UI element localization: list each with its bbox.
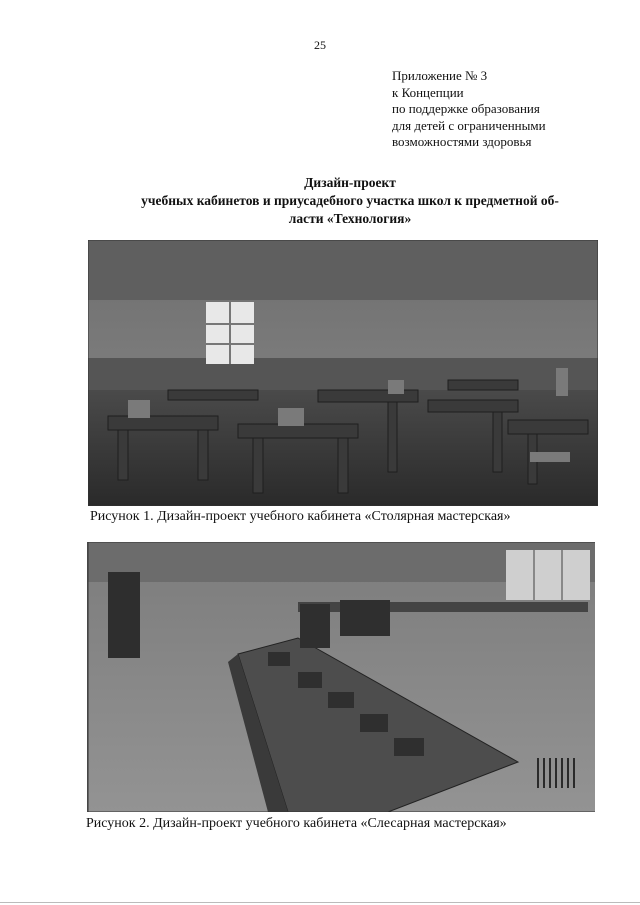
document-title	[60, 174, 640, 228]
figure-1-caption: Рисунок 1. Дизайн-проект учебного кабинета «Столярная мастерская»	[90, 509, 511, 524]
page-number: 25	[314, 38, 326, 52]
carpentry-workshop-photo	[88, 240, 598, 506]
carpentry-workshop-image	[88, 240, 598, 506]
page-bottom-edge	[0, 902, 640, 903]
metalwork-workshop-photo	[87, 542, 595, 812]
appendix-line: по поддержке образования	[392, 101, 540, 116]
appendix-line: для детей с ограниченными	[392, 117, 546, 133]
title-line: Дизайн-проект	[304, 175, 396, 190]
appendix-line: Приложение № 3	[392, 68, 488, 83]
title-line: учебных кабинетов и приусадебного участка школ к предметной об-	[141, 193, 559, 208]
figure-2-caption: Рисунок 2. Дизайн-проект учебного кабинета «Слесарная мастерская»	[86, 816, 507, 831]
title-line: ласти «Технология»	[288, 211, 412, 226]
appendix-header	[392, 68, 632, 151]
appendix-line: возможностями здоровья	[392, 134, 532, 149]
appendix-line: к Концепции	[392, 84, 464, 100]
metalwork-workshop-image	[87, 542, 595, 812]
